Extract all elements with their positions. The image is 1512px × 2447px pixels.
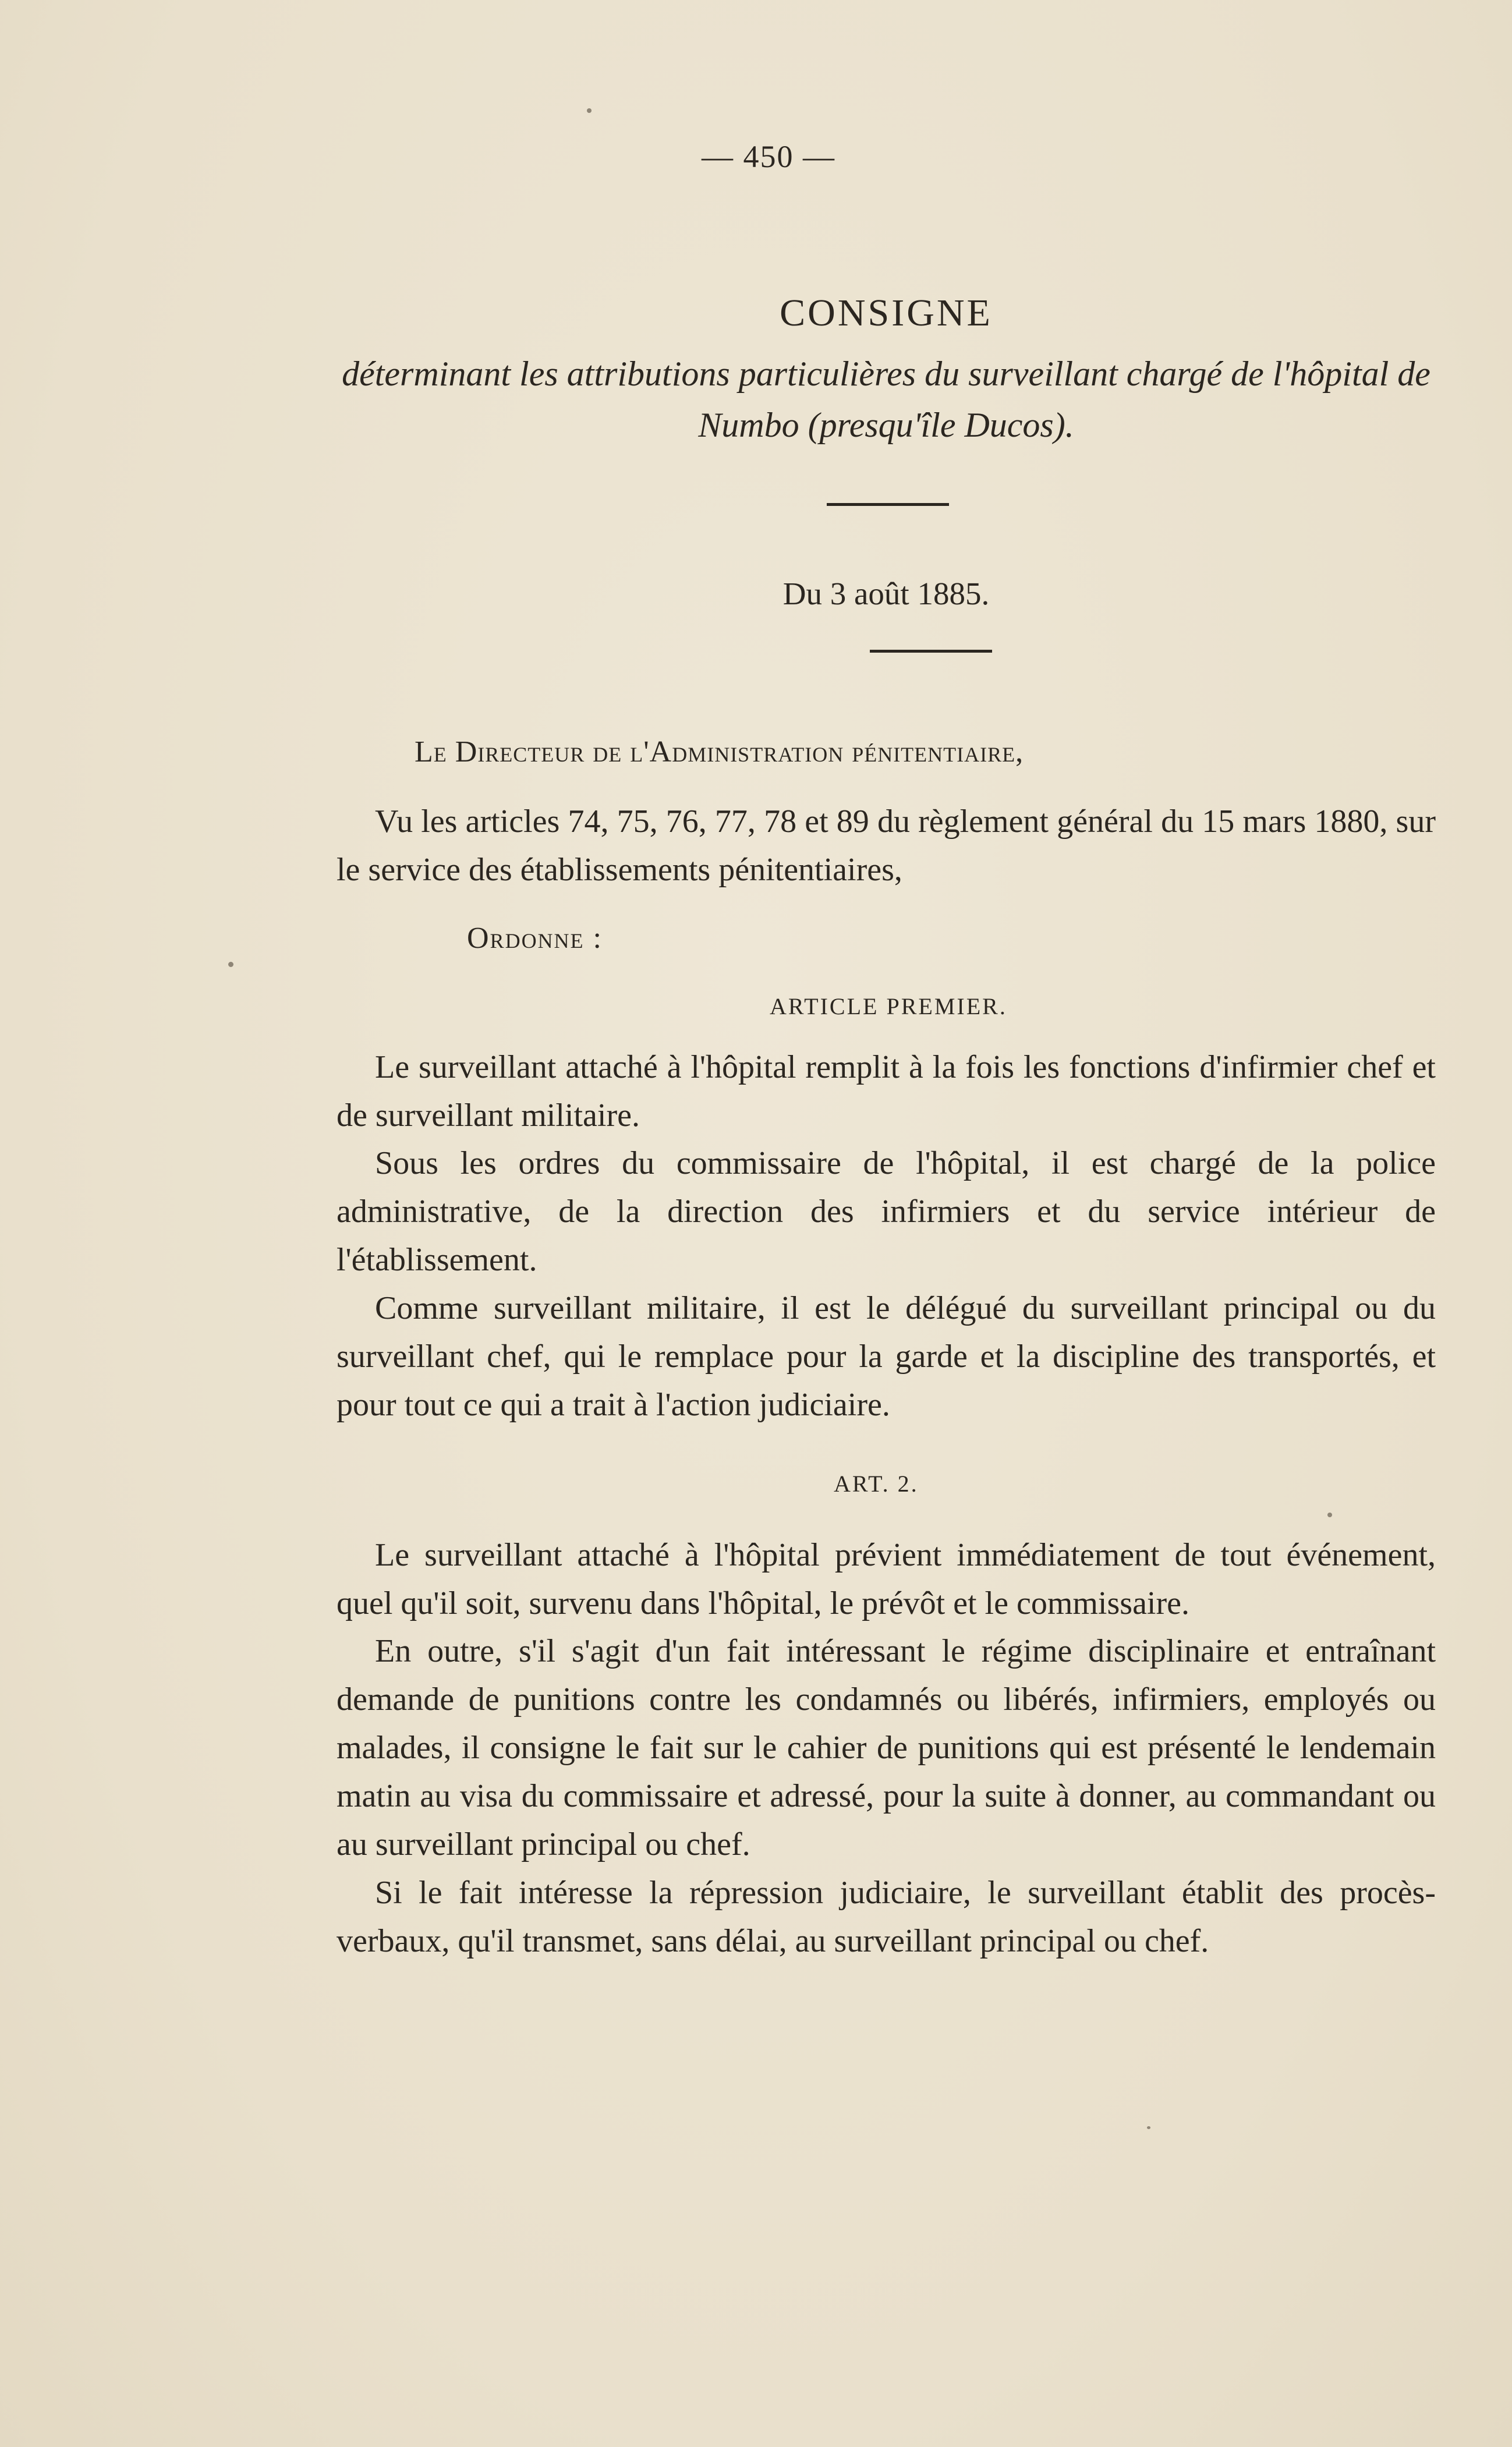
article-heading: ARTICLE PREMIER. [770, 993, 1007, 1019]
paragraph: Si le fait intéresse la répression judiciaire, le surveillant établit des procès-verbaux, qu'il transmet, sans délai, au surveillant principal ou chef. [337, 1875, 1436, 1959]
paper-speck [1147, 2126, 1150, 2129]
paragraph: Sous les ordres du commissaire de l'hôpital, il est chargé de la police administrative, de la direction des infirmiers et du service intérieur de l'établissement. [337, 1145, 1436, 1278]
document-title: CONSIGNE [780, 292, 993, 334]
paragraph: Comme surveillant militaire, il est le délégué du surveillant principal ou du surveillant chef, qui le remplace pour la garde et la discipline des transportés, et pour tout ce qui a trait à l'action judiciaire. [337, 1290, 1436, 1423]
paragraph: En outre, s'il s'agit d'un fait intéressant le régime disciplinaire et entraînant demande de punitions contre les condamnés ou libérés, infirmiers, employés ou malades, il consigne le fait sur le cahier de punitions qui est présenté le lendemain matin au visa du commissaire et adressé, pour la suite à donner, au commandant ou au surveillant principal ou chef. [337, 1633, 1436, 1862]
paper-speck [587, 108, 592, 113]
divider-rule [870, 650, 992, 653]
document-date: Du 3 août 1885. [782, 576, 990, 611]
paper-speck [228, 962, 233, 967]
ordonne-heading: Ordonne : [467, 922, 603, 955]
issuing-authority: Le Directeur de l'Administration pénitentiaire, [415, 735, 1024, 769]
paper-speck [1327, 1513, 1332, 1517]
article-heading: ART. 2. [834, 1471, 919, 1497]
page-number: — 450 — [702, 139, 835, 174]
paragraph: Le surveillant attaché à l'hôpital remplit à la fois les fonctions d'infirmier chef et de surveillant militaire. [337, 1049, 1436, 1134]
visa-paragraph: Vu les articles 74, 75, 76, 77, 78 et 89 du règlement général du 15 mars 1880, sur le service des établissements pénitentiaires, [337, 803, 1436, 888]
divider-rule [827, 503, 949, 506]
paragraph: Le surveillant attaché à l'hôpital prévient immédiatement de tout événement, quel qu'il soit, survenu dans l'hôpital, le prévôt et le commissaire. [337, 1537, 1436, 1621]
document-subtitle: déterminant les attributions particulières du surveillant chargé de l'hôpital de Numbo (presqu'île Ducos). [342, 355, 1430, 444]
